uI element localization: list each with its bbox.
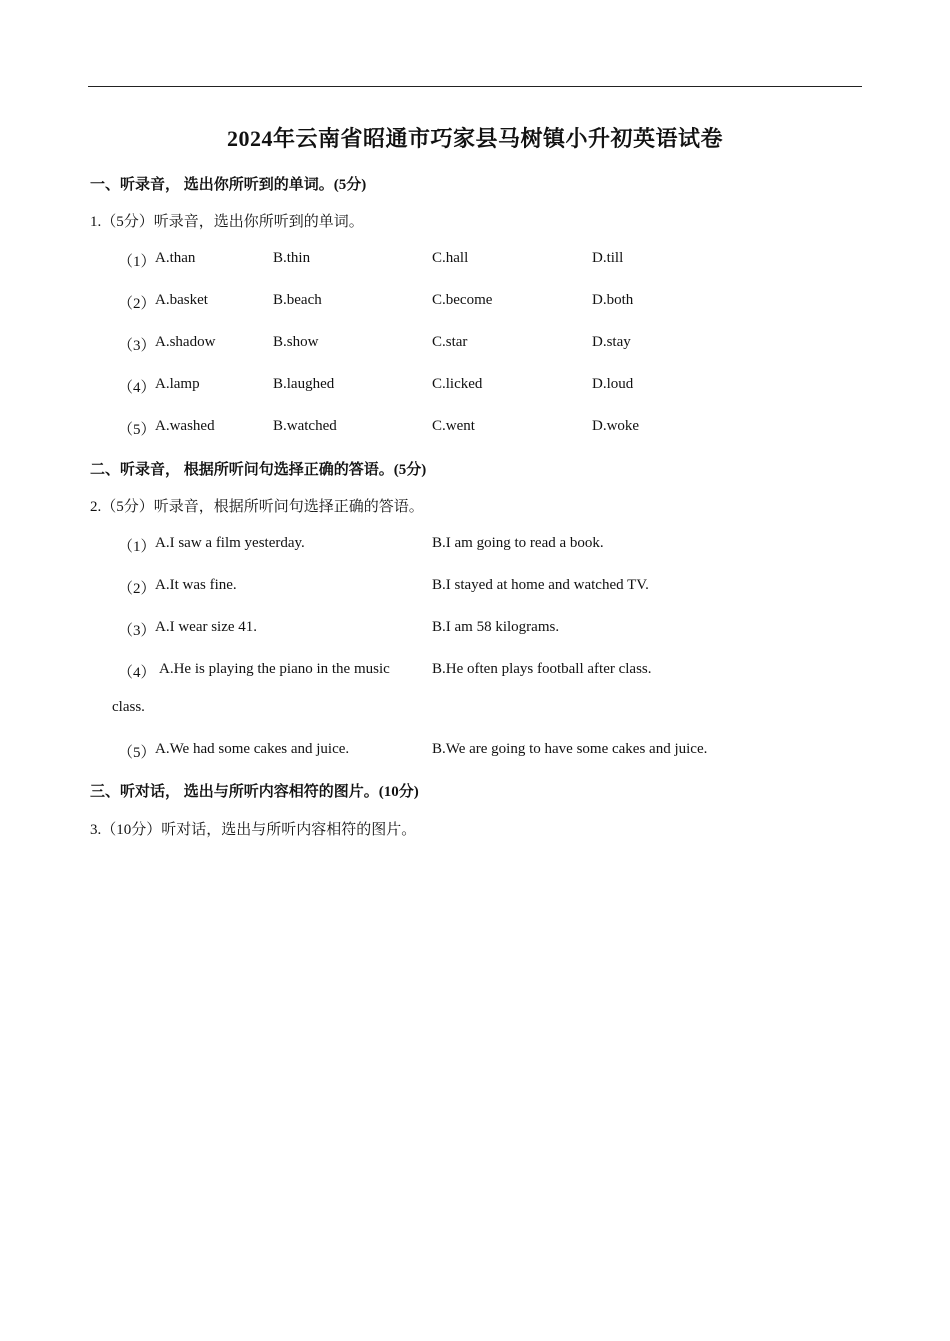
option-c: C.went [432,418,475,434]
option-a: A.washed [155,418,215,434]
option-b: B.beach [273,292,322,308]
option-d: D.woke [592,418,640,434]
item-number: （4） [118,665,156,681]
option-c: C.licked [432,376,483,392]
option-b: B.He often plays football after class. [432,661,652,677]
option-a: A.He is playing the piano in the music [159,661,390,677]
question-2-item-5 [0,741,950,763]
option-d: D.loud [592,376,634,392]
option-a: A.than [155,250,196,266]
option-c: C.become [432,292,493,308]
option-b: B.thin [273,250,311,266]
question-2-item-3 [0,619,950,641]
option-a: A.We had some cakes and juice. [155,741,350,757]
question-1-item-4 [0,376,950,398]
item-number: （2） [118,296,156,312]
option-d: D.till [592,250,624,266]
section-1-heading: 一、听录音， 选出你所听到的单词。(5分) [90,177,367,193]
option-a-continuation: class. [112,699,145,715]
page-title: 2024年云南省昭通市巧家县马树镇小升初英语试卷 [226,126,723,151]
item-number: （5） [118,422,156,438]
option-b: B.I am 58 kilograms. [432,619,560,635]
item-number: （3） [118,623,156,639]
option-c: C.star [432,334,468,350]
question-1-text: 1.（5分）听录音，选出你所听到的单词。 [90,214,364,230]
option-a: A.basket [155,292,208,308]
option-b: B.I am going to read a book. [432,535,604,551]
option-a: A.I wear size 41. [155,619,258,635]
option-d: D.both [592,292,634,308]
question-3-text: 3.（10分）听对话，选出与所听内容相符的图片。 [90,822,417,838]
option-a: A.It was fine. [155,577,237,593]
question-1-item-2 [0,292,950,314]
question-2-text: 2.（5分）听录音，根据所听问句选择正确的答语。 [90,499,424,515]
item-number: （5） [118,745,156,761]
question-1-item-1 [0,250,950,272]
item-number: （1） [118,254,156,270]
option-b: B.We are going to have some cakes and juice. [432,741,708,757]
option-b: B.laughed [273,376,335,392]
item-number: （1） [118,539,156,555]
option-d: D.stay [592,334,631,350]
question-2-item-4 [0,661,950,683]
question-1-item-3 [0,334,950,356]
header-rule [88,86,862,87]
item-number: （2） [118,581,156,597]
item-number: （3） [118,338,156,354]
option-b: B.watched [273,418,337,434]
question-2-item-2 [0,577,950,599]
question-2-item-1 [0,535,950,557]
section-3-heading: 三、听对话， 选出与所听内容相符的图片。(10分) [90,784,419,800]
option-a: A.lamp [155,376,200,392]
section-2-heading: 二、听录音， 根据所听问句选择正确的答语。(5分) [90,462,427,478]
option-c: C.hall [432,250,469,266]
option-a: A.shadow [155,334,216,350]
option-b: B.show [273,334,319,350]
option-b: B.I stayed at home and watched TV. [432,577,649,593]
item-number: （4） [118,380,156,396]
question-1-item-5 [0,418,950,440]
option-a: A.I saw a film yesterday. [155,535,305,551]
